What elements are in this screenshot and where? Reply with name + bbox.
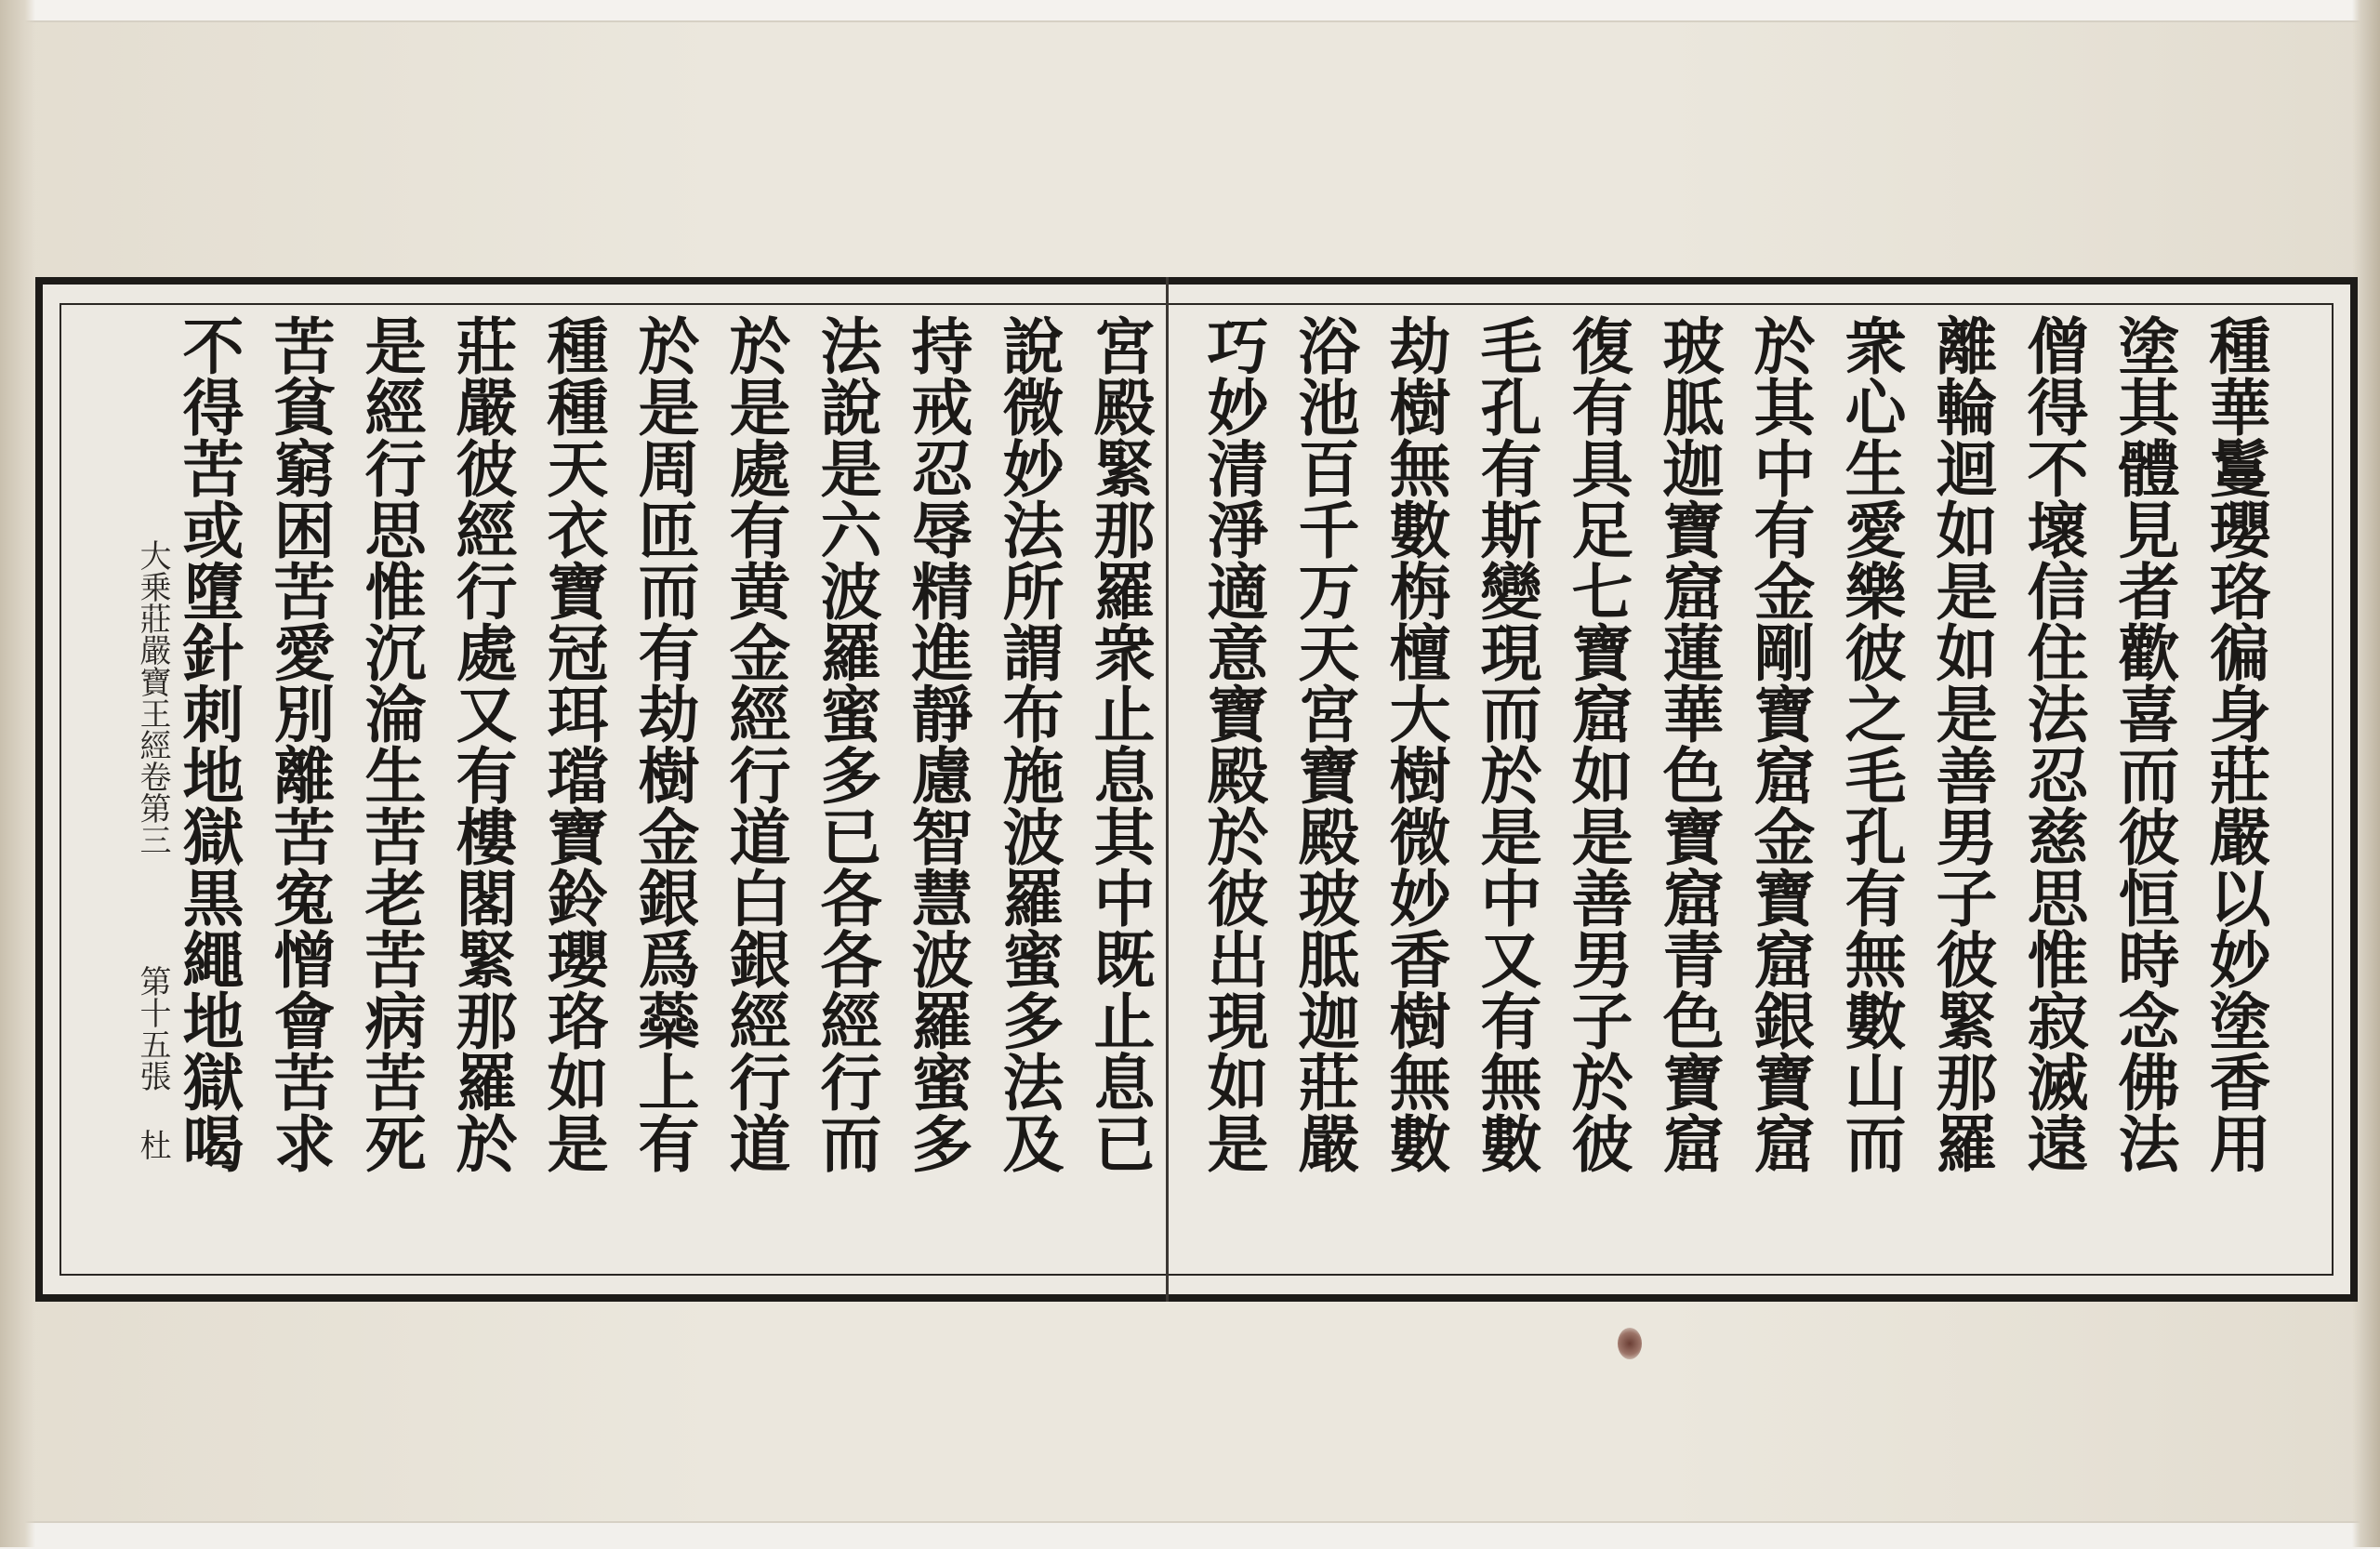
text-column: 宮殿緊那羅衆止息其中既止息已 (1083, 314, 1156, 1173)
text-column: 苦貧窮困苦愛別離苦寃憎會苦求 (263, 314, 336, 1173)
text-column: 衆心生愛樂彼之毛孔有無數山而 (1834, 314, 1907, 1173)
text-column: 塗其體見者歡喜而彼恒時念佛法 (2108, 314, 2180, 1173)
center-fold-line (1166, 277, 1169, 1302)
binding-shadow-left (0, 0, 35, 1547)
margin-title: 大乗莊嚴寶王經卷第三 (134, 539, 171, 855)
text-column: 說微妙法所謂布施波羅蜜多法及 (992, 314, 1064, 1173)
page-bottom-edge (0, 1521, 2380, 1549)
text-column: 於是周匝而有劫樹金銀爲蘂上有 (628, 314, 700, 1173)
text-column: 巧妙清淨適意寶殿於彼出現如是 (1197, 314, 1269, 1173)
text-column: 離輪迴如是如是善男子彼緊那羅 (1925, 314, 1998, 1173)
text-column: 復有具足七寶窟如是善男子於彼 (1561, 314, 1633, 1173)
text-column: 持戒忍辱精進靜慮智慧波羅蜜多 (901, 314, 973, 1173)
text-column: 玻胝迦寶窟蓮華色寶窟青色寶窟 (1652, 314, 1725, 1173)
text-column: 劫樹無數栴檀大樹微妙香樹無數 (1379, 314, 1451, 1173)
text-column: 僧得不壞信住法忍慈思惟寂滅遠 (2016, 314, 2089, 1173)
text-column: 法說是六波羅蜜多已各各經行而 (810, 314, 882, 1173)
text-column: 種華鬘瓔珞徧身莊嚴以妙塗香用 (2199, 314, 2271, 1173)
text-column: 不得苦或墮針刺地獄黒繩地獄喝 (172, 314, 245, 1173)
ink-stain (1618, 1328, 1642, 1359)
text-column: 是經行思惟沉淪生苦老苦病苦死 (354, 314, 427, 1173)
text-column: 於其中有金剛寶窟金寶窟銀寶窟 (1743, 314, 1816, 1173)
page-top-edge (0, 0, 2380, 22)
text-column: 浴池百千万天宮寶殿玻胝迦莊嚴 (1288, 314, 1360, 1173)
margin-leaf-number: 第十五張 杜 (134, 965, 171, 1160)
text-column: 種種天衣寶冠珥璫寶鈴瓔珞如是 (536, 314, 609, 1173)
text-column: 莊嚴彼經行處又有樓閣緊那羅於 (445, 314, 518, 1173)
text-column: 於是處有黄金經行道白銀經行道 (719, 314, 791, 1173)
text-column: 毛孔有斯變現而於是中又有無數 (1470, 314, 1542, 1173)
